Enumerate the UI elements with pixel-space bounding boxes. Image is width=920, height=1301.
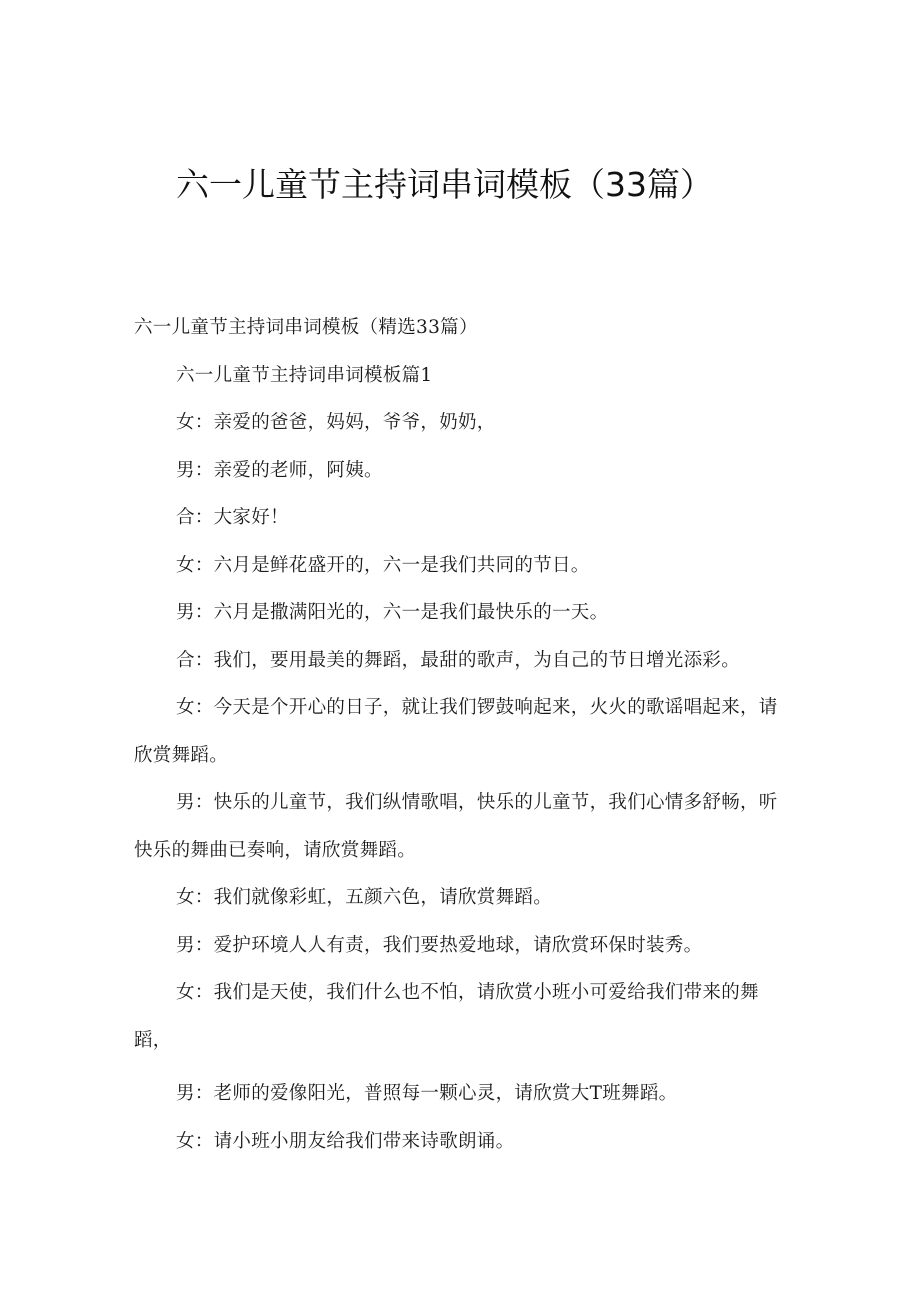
paragraph-line: 女：今天是个开心的日子，就让我们锣鼓响起来，火火的歌谣唱起来，请欣赏舞蹈。 [134, 697, 778, 766]
document-title: 六一儿童节主持词串词模板（33篇） [176, 165, 713, 204]
paragraph-line: 男：亲爱的老师，阿姨。 [176, 459, 383, 481]
paragraph-line: 合：大家好！ [176, 507, 289, 528]
paragraph-line: 女：亲爱的爸爸，妈妈，爷爷，奶奶， [176, 412, 496, 433]
paragraph-section-heading: 六一儿童节主持词串词模板篇1 [176, 364, 433, 386]
paragraph-line: 女：我们是天使，我们什么也不怕，请欣赏小班小可爱给我们带来的舞蹈， [134, 982, 759, 1051]
paragraph-line: 女：六月是鲜花盛开的，六一是我们共同的节日。 [176, 554, 590, 576]
paragraph-line: 合：我们，要用最美的舞蹈，最甜的歌声，为自己的节日增光添彩。 [176, 649, 741, 671]
paragraph-line: 男：爱护环境人人有责，我们要热爱地球，请欣赏环保时装秀。 [176, 934, 703, 956]
paragraph-subtitle: 六一儿童节主持词串词模板（精选33篇） [134, 317, 478, 338]
paragraph-line: 男：六月是撒满阳光的，六一是我们最快乐的一天。 [176, 602, 609, 623]
paragraph-line: 男：快乐的儿童节，我们纵情歌唱，快乐的儿童节，我们心情多舒畅，听快乐的舞曲已奏响，请欣赏舞蹈。 [134, 792, 778, 861]
paragraph-line: 男：老师的爱像阳光，普照每一颗心灵，请欣赏大T班舞蹈。 [176, 1083, 678, 1104]
paragraph-line: 女：我们就像彩虹，五颜六色，请欣赏舞蹈。 [176, 887, 553, 908]
document-body [134, 304, 794, 1165]
paragraph-line: 女：请小班小朋友给我们带来诗歌朗诵。 [176, 1130, 515, 1152]
